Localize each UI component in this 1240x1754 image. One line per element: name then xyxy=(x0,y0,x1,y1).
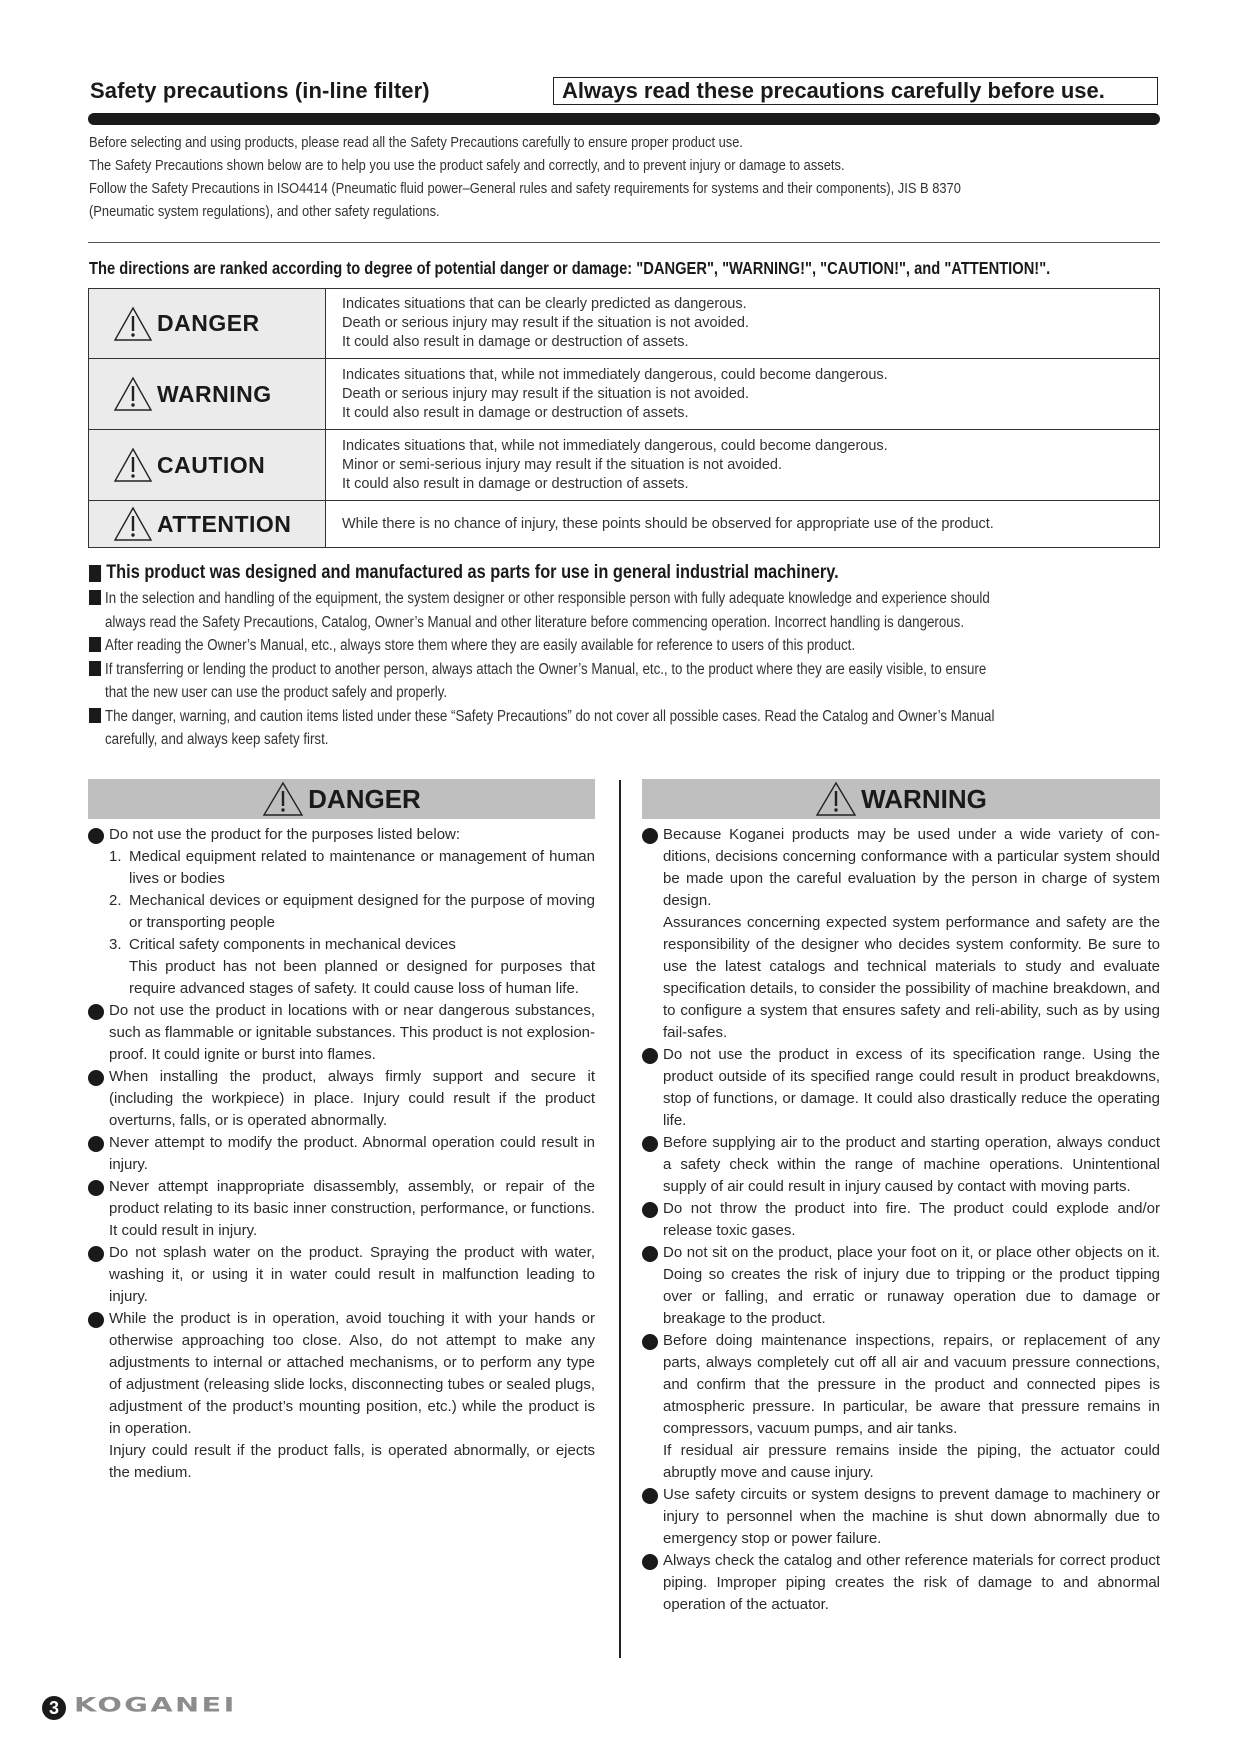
column-divider xyxy=(619,780,621,1658)
item-text: Do not sit on the product, place your foot on it, or place other objects on it. Doing so creates the risk of injury due to tripping or the product tipping over or falling, and erratic or runaway operation due to damage or breakage to the product. xyxy=(663,1244,1160,1327)
warning-item xyxy=(642,1198,1160,1242)
description-line: It could also result in damage or destruction of assets. xyxy=(342,404,689,421)
hazard-row-danger xyxy=(89,289,1160,359)
item-line: always read the Safety Precautions, Catalog, Owner’s Manual and other literature before commencing operation. Incorrect handling is dangerous. xyxy=(105,613,965,631)
square-bullet-icon xyxy=(89,565,101,582)
hazard-level-name: CAUTION xyxy=(157,451,266,478)
page-number-badge: 3 xyxy=(42,1696,66,1720)
numbered-item xyxy=(109,890,595,934)
bullet-dot-icon xyxy=(88,1136,104,1152)
warning-item xyxy=(642,1484,1160,1550)
item-line: that the new user can use the product safely and properly. xyxy=(105,684,448,701)
warning-triangle-icon xyxy=(113,447,153,483)
danger-item xyxy=(88,1242,595,1308)
item-text: Do not use the product in locations with or near dangerous substances, such as flammable or ignitable substances. This product is not explosion-proof. It could ignite or burst into flames. xyxy=(109,1002,595,1063)
danger-item xyxy=(88,824,595,1000)
item-text: Always check the catalog and other reference materials for correct product piping. Improper piping creates the risk of damage to and abnormal operation of the actuator. xyxy=(663,1552,1160,1613)
warning-triangle-icon xyxy=(113,306,153,342)
danger-item xyxy=(88,1132,595,1176)
hazard-level-name: WARNING xyxy=(157,380,272,407)
item-note: This product has not been planned or designed for purposes that require advanced stages of safety. It could cause loss of human life. xyxy=(129,958,595,997)
item-text: Do not use the product in excess of its specification range. Using the product outside of its specified range could result in product breakdowns, stop of functions, or damage. It could also drastically reduce the operating life. xyxy=(663,1046,1160,1129)
bullet-dot-icon xyxy=(642,1048,658,1064)
bullet-dot-icon xyxy=(642,1246,658,1262)
general-use-section xyxy=(89,562,1161,752)
hazard-description xyxy=(326,430,1160,501)
item-text: Use safety circuits or system designs to prevent damage to machinery or injury to personnel when the machine is shut down abnormally due to emergency stop or power failure. xyxy=(663,1486,1160,1547)
item-text: Do not splash water on the product. Spraying the product with water, washing it, or using it in water could result in malfunction leading to injury. xyxy=(109,1244,595,1305)
description-line: Death or serious injury may result if the situation is not avoided. xyxy=(342,385,750,402)
hazard-row-attention xyxy=(89,501,1160,548)
item-number: 3. xyxy=(109,936,122,953)
warning-item xyxy=(642,824,1160,1044)
divider-line xyxy=(88,242,1160,243)
numbered-item xyxy=(109,934,595,956)
bullet-dot-icon xyxy=(88,1246,104,1262)
bullet-dot-icon xyxy=(642,1202,658,1218)
bullet-dot-icon xyxy=(88,1180,104,1196)
warning-item xyxy=(642,1242,1160,1330)
item-line: In the selection and handling of the equipment, the system designer or other responsible person with fully adequate knowledge and experience should xyxy=(105,590,990,607)
description-line: Indicates situations that, while not immediately dangerous, could become dangerous. xyxy=(342,437,888,454)
general-item xyxy=(89,634,1161,658)
item-text: Do not throw the product into fire. The product could explode and/or release toxic gases. xyxy=(663,1200,1160,1239)
warning-item xyxy=(642,1132,1160,1198)
danger-list xyxy=(88,824,595,1484)
item-text: Because Koganei products may be used under a wide variety of con-ditions, decisions concerning conformance with a particular system should be made upon the careful evaluation by the person in charge of system design. xyxy=(663,826,1160,909)
description-line: Indicates situations that can be clearly predicted as dangerous. xyxy=(342,296,747,312)
item-line: After reading the Owner’s Manual, etc., always store them where they are easily available for reference to users of this product. xyxy=(105,637,856,654)
item-text: When installing the product, always firmly support and secure it (including the workpiece) in place. Injury could result if the product overturns, falls, or is operated abnormally. xyxy=(109,1068,595,1129)
item-note: Injury could result if the product falls, is operated abnormally, or ejects the medium. xyxy=(109,1442,595,1481)
general-use-heading xyxy=(89,562,1011,584)
item-text: Before supplying air to the product and starting operation, always conduct a safety check within the range of machine operations. Unintentional supply of air could result in injury caused by contact with moving parts. xyxy=(663,1134,1160,1195)
intro-line: The Safety Precautions shown below are to help you use the product safely and correctly, and to prevent injury or damage to assets. xyxy=(89,157,845,174)
koganei-logo: KOGANEI xyxy=(74,1694,237,1717)
hazard-description xyxy=(326,359,1160,430)
hazard-level-name: ATTENTION xyxy=(157,510,292,537)
page-title: Safety precautions (in-line filter) xyxy=(90,78,430,103)
description-line: Minor or semi-serious injury may result if the situation is not avoided. xyxy=(342,456,783,473)
item-text: Mechanical devices or equipment designed for the purpose of moving or transporting people xyxy=(129,892,595,931)
square-bullet-icon xyxy=(89,590,101,605)
description-line: While there is no chance of injury, these points should be observed for appropriate use of the product. xyxy=(342,515,994,532)
item-text: Do not use the product for the purposes listed below: xyxy=(109,826,461,843)
square-bullet-icon xyxy=(89,637,101,652)
warning-triangle-icon xyxy=(815,781,857,817)
item-line: The danger, warning, and caution items listed under these “Safety Precautions” do not cover all possible cases. Read the Catalog and Owner’s Manual xyxy=(105,707,995,725)
description-line: It could also result in damage or destruction of assets. xyxy=(342,334,689,350)
square-bullet-icon xyxy=(89,661,101,676)
heading-text: This product was designed and manufactured as parts for use in general industrial machinery. xyxy=(106,562,839,583)
description-line: Indicates situations that, while not immediately dangerous, could become dangerous. xyxy=(342,366,888,383)
warning-triangle-icon xyxy=(113,376,153,412)
bullet-dot-icon xyxy=(88,1004,104,1020)
bullet-dot-icon xyxy=(88,828,104,844)
warning-column xyxy=(642,779,1160,1616)
warning-item xyxy=(642,1330,1160,1484)
warning-triangle-icon xyxy=(262,781,304,817)
item-note: Assurances concerning expected system performance and safety are the responsibility of the designer who decides system conformity. Be sure to use the latest catalogs and technical materials to study and evaluate specification details, to consider the possibility of machine breakdown, and to configure a system that ensures safety and reli-ability, such as by using fail-safes. xyxy=(663,914,1160,1041)
description-line: Death or serious injury may result if the situation is not avoided. xyxy=(342,315,750,331)
bullet-dot-icon xyxy=(642,828,658,844)
header-rule-bar xyxy=(88,113,1160,125)
warning-list xyxy=(642,824,1160,1616)
hazard-description xyxy=(326,501,1160,548)
general-item xyxy=(89,705,1161,752)
item-number: 1. xyxy=(109,848,122,865)
item-text: Never attempt inappropriate disassembly, assembly, or repair of the product relating to its basic inner construction, performance, or functions. It could result in injury. xyxy=(109,1178,595,1239)
bullet-dot-icon xyxy=(642,1488,658,1504)
item-text: Critical safety components in mechanical devices xyxy=(129,936,456,953)
ranking-heading: The directions are ranked according to degree of potential danger or damage: "DANGER", "WARNING!", "CAUTION!", and "ATTENTION!". xyxy=(89,258,1051,278)
warning-banner xyxy=(642,779,1160,819)
general-item xyxy=(89,658,1161,705)
read-notice-box: Always read these precautions carefully before use. xyxy=(553,77,1158,105)
hazard-level-cell xyxy=(89,359,326,430)
square-bullet-icon xyxy=(89,708,101,723)
hazard-level-cell xyxy=(89,289,326,359)
hazard-level-cell xyxy=(89,501,326,548)
hazard-description xyxy=(326,289,1160,359)
banner-title: WARNING xyxy=(861,783,987,814)
danger-item xyxy=(88,1308,595,1484)
numbered-item xyxy=(109,846,595,890)
item-text: While the product is in operation, avoid touching it with your hands or otherwise approaching too close. Also, do not attempt to make any adjustments to internal or attached mechanisms, or to perform any type of adjustment (releasing slide locks, disconnecting tubes or sealed plugs, adjustment of the product’s mounting position, etc.) while the product is in operation. xyxy=(109,1310,595,1437)
bullet-dot-icon xyxy=(88,1312,104,1328)
item-text: Never attempt to modify the product. Abnormal operation could result in injury. xyxy=(109,1134,595,1173)
item-line: carefully, and always keep safety first. xyxy=(105,731,329,748)
intro-line: (Pneumatic system regulations), and other safety regulations. xyxy=(89,203,440,220)
item-number: 2. xyxy=(109,892,122,909)
item-note: If residual air pressure remains inside the piping, the actuator could abruptly move and cause injury. xyxy=(663,1442,1160,1481)
banner-title: DANGER xyxy=(308,783,421,814)
intro-line: Follow the Safety Precautions in ISO4414 (Pneumatic fluid power–General rules and safety requirements for systems and their components), JIS B 8370 xyxy=(89,180,961,197)
warning-triangle-icon xyxy=(113,506,153,542)
hazard-level-table xyxy=(88,288,1160,548)
hazard-row-warning xyxy=(89,359,1160,430)
item-text: Before doing maintenance inspections, repairs, or replacement of any parts, always completely cut off all air and vacuum pressure connections, and confirm that the pressure in the product and connected pipes is atmospheric pressure. In particular, be aware that pressure remains in compressors, vacuum pumps, and air tanks. xyxy=(663,1332,1160,1437)
general-item xyxy=(89,587,1161,634)
warning-item xyxy=(642,1550,1160,1616)
bullet-dot-icon xyxy=(642,1334,658,1350)
item-text: Medical equipment related to maintenance or management of human lives or bodies xyxy=(129,848,595,887)
hazard-row-caution xyxy=(89,430,1160,501)
danger-item xyxy=(88,1176,595,1242)
bullet-dot-icon xyxy=(642,1136,658,1152)
hazard-level-name: DANGER xyxy=(157,310,260,336)
hazard-level-cell xyxy=(89,430,326,501)
bullet-dot-icon xyxy=(642,1554,658,1570)
item-line: If transferring or lending the product to another person, always attach the Owner’s Manual, etc., to the product where they are easily visible, to ensure xyxy=(105,660,987,678)
description-line: It could also result in damage or destruction of assets. xyxy=(342,475,689,492)
danger-banner xyxy=(88,779,595,819)
intro-line: Before selecting and using products, please read all the Safety Precautions carefully to ensure proper product use. xyxy=(89,134,743,151)
danger-column xyxy=(88,779,595,1484)
danger-item xyxy=(88,1066,595,1132)
bullet-dot-icon xyxy=(88,1070,104,1086)
warning-item xyxy=(642,1044,1160,1132)
danger-item xyxy=(88,1000,595,1066)
